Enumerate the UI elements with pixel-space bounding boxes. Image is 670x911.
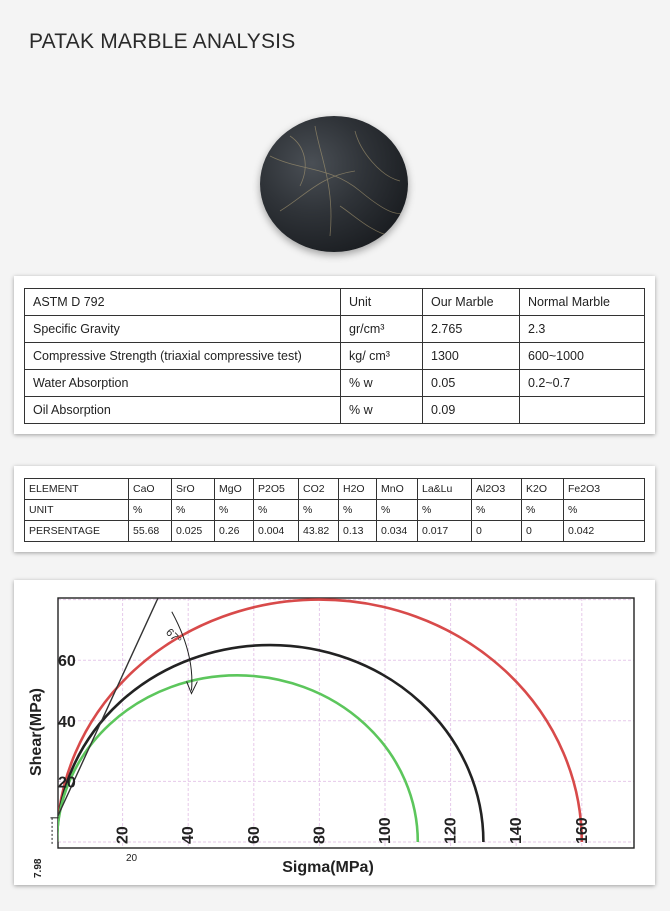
physical-table-cell: Specific Gravity <box>25 316 341 343</box>
y-tick-label: 40 <box>58 713 76 731</box>
chemical-table-row <box>25 500 645 521</box>
chemical-table-cell: % <box>129 500 172 521</box>
physical-table-cell: % w <box>341 397 423 424</box>
chemical-table-cell: 0.26 <box>215 521 254 542</box>
x-tick-label: 60 <box>245 826 263 844</box>
chemical-table-cell: Fe2O3 <box>564 479 645 500</box>
physical-table-cell: 2.3 <box>520 316 645 343</box>
chemical-table-cell: % <box>215 500 254 521</box>
physical-table-row <box>25 316 645 343</box>
chemical-table-cell: % <box>339 500 377 521</box>
x-intercept-label: 20 <box>126 853 138 864</box>
physical-table-cell: 0.09 <box>423 397 520 424</box>
y-tick-label: 60 <box>58 653 76 671</box>
physical-table-cell: Compressive Strength (triaxial compressive test) <box>25 343 341 370</box>
physical-table-cell <box>520 397 645 424</box>
chemical-table-cell: % <box>254 500 299 521</box>
chemical-table-cell: % <box>522 500 564 521</box>
chemical-table-cell: 55.68 <box>129 521 172 542</box>
chemical-table-cell: 0.13 <box>339 521 377 542</box>
mohr-circle-card <box>14 580 655 885</box>
angle-arc <box>172 612 192 691</box>
chemical-table-cell: MnO <box>377 479 418 500</box>
x-tick-label: 40 <box>180 826 198 844</box>
physical-table-row <box>25 370 645 397</box>
chemical-table-cell: MgO <box>215 479 254 500</box>
physical-properties-card <box>14 276 655 434</box>
physical-table-cell: kg/ cm³ <box>341 343 423 370</box>
physical-table-cell: Unit <box>341 289 423 316</box>
chemical-table-cell: K2O <box>522 479 564 500</box>
physical-table-row <box>25 397 645 424</box>
chemical-table-cell: 0.017 <box>418 521 472 542</box>
chemical-composition-card <box>14 466 655 552</box>
physical-table-cell: 600~1000 <box>520 343 645 370</box>
chemical-table-cell: % <box>472 500 522 521</box>
marble-sample-image <box>260 116 408 252</box>
x-tick-label: 100 <box>377 817 394 844</box>
x-tick-label: 160 <box>573 817 591 844</box>
x-axis-title: Sigma(MPa) <box>282 859 374 876</box>
page-title: PATAK MARBLE ANALYSIS <box>29 30 296 53</box>
chemical-table-cell: H2O <box>339 479 377 500</box>
chemical-table-cell: ELEMENT <box>25 479 129 500</box>
mohr-circle-chart <box>14 580 655 885</box>
chemical-table-cell: 0.042 <box>564 521 645 542</box>
physical-properties-table <box>24 288 645 424</box>
physical-table-cell: 0.05 <box>423 370 520 397</box>
chemical-table-cell: % <box>299 500 339 521</box>
physical-table-row <box>25 289 645 316</box>
x-tick-label: 140 <box>508 817 526 844</box>
chemical-composition-table <box>24 478 645 542</box>
chemical-table-row <box>25 479 645 500</box>
physical-table-cell: gr/cm³ <box>341 316 423 343</box>
physical-table-cell: Oil Absorption <box>25 397 341 424</box>
physical-table-cell: 0.2~0.7 <box>520 370 645 397</box>
physical-table-cell: 1300 <box>423 343 520 370</box>
physical-table-cell: % w <box>341 370 423 397</box>
chemical-table-cell: % <box>172 500 215 521</box>
physical-table-row <box>25 343 645 370</box>
angle-label: 67° <box>163 626 184 647</box>
x-tick-label: 80 <box>311 826 329 844</box>
physical-table-cell: Water Absorption <box>25 370 341 397</box>
chemical-table-cell: P2O5 <box>254 479 299 500</box>
y-tick-label: 20 <box>58 774 76 792</box>
marble-veins <box>260 116 408 252</box>
physical-table-cell: ASTM D 792 <box>25 289 341 316</box>
x-tick-label: 120 <box>442 817 460 844</box>
physical-table-cell: 2.765 <box>423 316 520 343</box>
chemical-table-cell: 0.025 <box>172 521 215 542</box>
chemical-table-cell: CO2 <box>299 479 339 500</box>
mohr-circle-2 <box>57 645 483 842</box>
physical-table-cell: Our Marble <box>423 289 520 316</box>
chemical-table-cell: La&Lu <box>418 479 472 500</box>
chemical-table-cell: CaO <box>129 479 172 500</box>
chemical-table-cell: 0.034 <box>377 521 418 542</box>
y-offset-label: 7.98 <box>33 858 44 878</box>
chemical-table-row <box>25 521 645 542</box>
chemical-table-cell: SrO <box>172 479 215 500</box>
chemical-table-cell: UNIT <box>25 500 129 521</box>
y-axis-title: Shear(MPa) <box>28 687 45 777</box>
chemical-table-cell: 0.004 <box>254 521 299 542</box>
chemical-table-cell: PERSENTAGE <box>25 521 129 542</box>
chemical-table-cell: 43.82 <box>299 521 339 542</box>
chemical-table-cell: 0 <box>522 521 564 542</box>
physical-table-cell: Normal Marble <box>520 289 645 316</box>
chemical-table-cell: Al2O3 <box>472 479 522 500</box>
chemical-table-cell: % <box>418 500 472 521</box>
chemical-table-cell: % <box>564 500 645 521</box>
x-tick-label: 20 <box>114 826 132 844</box>
chemical-table-cell: % <box>377 500 418 521</box>
chemical-table-cell: 0 <box>472 521 522 542</box>
